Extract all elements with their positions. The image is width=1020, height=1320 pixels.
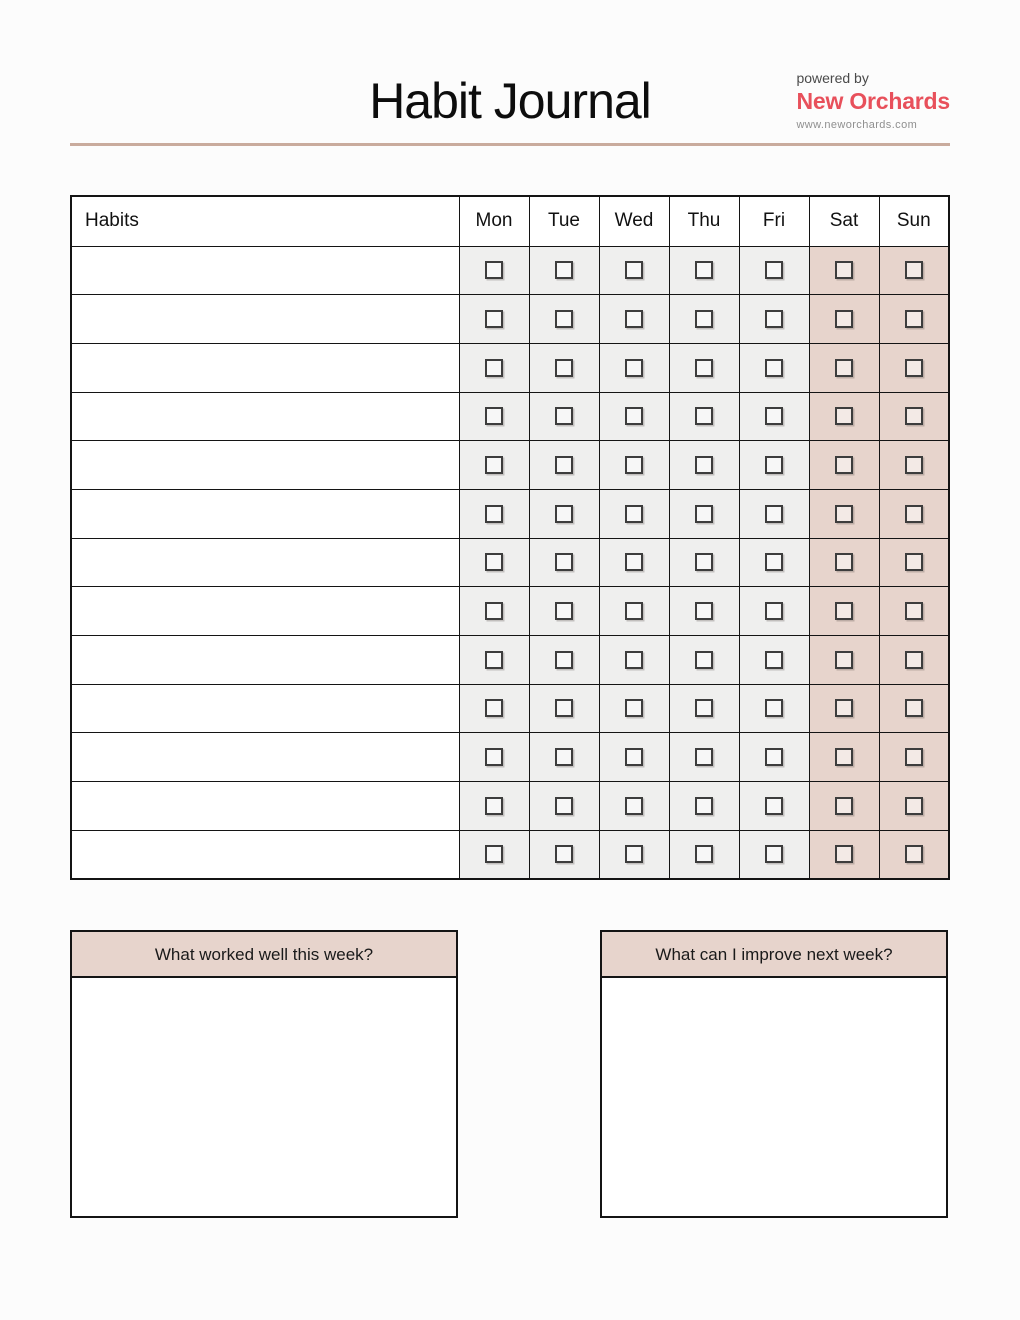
habit-checkbox[interactable] [765, 407, 783, 425]
habit-checkbox[interactable] [695, 261, 713, 279]
notes-worked-well-title: What worked well this week? [72, 932, 456, 978]
day-cell-sat [809, 538, 879, 587]
day-header-tue: Tue [529, 196, 599, 246]
day-cell-wed [599, 441, 669, 490]
habit-checkbox[interactable] [485, 651, 503, 669]
habit-row [71, 587, 949, 636]
habit-checkbox[interactable] [905, 797, 923, 815]
habit-checkbox[interactable] [695, 748, 713, 766]
habit-checkbox[interactable] [485, 359, 503, 377]
day-cell-sun [879, 246, 949, 295]
habit-name-cell [71, 830, 459, 879]
day-cell-mon [459, 733, 529, 782]
brand-block [796, 71, 950, 131]
habit-checkbox[interactable] [555, 505, 573, 523]
habit-checkbox[interactable] [485, 553, 503, 571]
habit-checkbox[interactable] [695, 553, 713, 571]
habit-row [71, 782, 949, 831]
day-cell-mon [459, 343, 529, 392]
habit-checkbox[interactable] [625, 456, 643, 474]
day-cell-tue [529, 295, 599, 344]
day-cell-tue [529, 587, 599, 636]
habit-checkbox[interactable] [835, 651, 853, 669]
habit-checkbox[interactable] [485, 797, 503, 815]
habits-column-header: Habits [71, 196, 459, 246]
habit-checkbox[interactable] [695, 407, 713, 425]
habit-name-cell [71, 489, 459, 538]
habit-checkbox[interactable] [555, 553, 573, 571]
habit-row [71, 733, 949, 782]
day-cell-sun [879, 636, 949, 685]
habit-row [71, 830, 949, 879]
habit-checkbox[interactable] [765, 310, 783, 328]
day-cell-mon [459, 538, 529, 587]
habit-table-body [71, 246, 949, 879]
day-cell-sun [879, 441, 949, 490]
day-cell-sat [809, 684, 879, 733]
day-cell-fri [739, 538, 809, 587]
day-cell-wed [599, 392, 669, 441]
habit-checkbox[interactable] [555, 699, 573, 717]
habit-checkbox[interactable] [555, 748, 573, 766]
day-cell-wed [599, 246, 669, 295]
habit-name-cell [71, 295, 459, 344]
habit-checkbox[interactable] [485, 407, 503, 425]
habit-checkbox[interactable] [695, 456, 713, 474]
habit-checkbox[interactable] [555, 407, 573, 425]
day-cell-fri [739, 587, 809, 636]
habit-checkbox[interactable] [765, 845, 783, 863]
day-cell-fri [739, 295, 809, 344]
habit-checkbox[interactable] [905, 699, 923, 717]
day-cell-fri [739, 441, 809, 490]
day-cell-wed [599, 733, 669, 782]
habit-checkbox[interactable] [765, 505, 783, 523]
brand-website: www.neworchards.com [796, 118, 918, 131]
habit-checkbox[interactable] [555, 602, 573, 620]
day-cell-fri [739, 830, 809, 879]
habit-checkbox[interactable] [765, 359, 783, 377]
notes-improve-title: What can I improve next week? [602, 932, 946, 978]
habit-checkbox[interactable] [765, 456, 783, 474]
day-cell-wed [599, 587, 669, 636]
habit-name-cell [71, 246, 459, 295]
day-cell-sun [879, 684, 949, 733]
day-cell-sun [879, 392, 949, 441]
habit-row [71, 441, 949, 490]
day-cell-fri [739, 246, 809, 295]
day-cell-tue [529, 684, 599, 733]
day-cell-tue [529, 343, 599, 392]
habit-checkbox[interactable] [695, 797, 713, 815]
day-cell-thu [669, 295, 739, 344]
day-cell-tue [529, 246, 599, 295]
day-cell-tue [529, 538, 599, 587]
day-cell-mon [459, 587, 529, 636]
day-header-sat: Sat [809, 196, 879, 246]
habit-row [71, 489, 949, 538]
habit-checkbox[interactable] [765, 553, 783, 571]
day-cell-mon [459, 830, 529, 879]
habit-checkbox[interactable] [485, 456, 503, 474]
notes-improve-body [602, 978, 946, 1216]
day-cell-sun [879, 295, 949, 344]
habit-checkbox[interactable] [625, 553, 643, 571]
habit-row [71, 392, 949, 441]
day-cell-thu [669, 782, 739, 831]
notes-worked-well-body [72, 978, 456, 1216]
day-cell-tue [529, 392, 599, 441]
day-cell-thu [669, 489, 739, 538]
day-cell-mon [459, 489, 529, 538]
habit-checkbox[interactable] [695, 359, 713, 377]
day-cell-thu [669, 392, 739, 441]
day-cell-sun [879, 587, 949, 636]
habit-checkbox[interactable] [765, 651, 783, 669]
habit-checkbox[interactable] [485, 261, 503, 279]
day-cell-fri [739, 343, 809, 392]
habit-checkbox[interactable] [835, 310, 853, 328]
page-title: Habit Journal [369, 73, 651, 129]
habit-checkbox[interactable] [625, 310, 643, 328]
habit-checkbox[interactable] [905, 456, 923, 474]
habit-checkbox[interactable] [905, 407, 923, 425]
day-cell-sat [809, 782, 879, 831]
habit-checkbox[interactable] [625, 699, 643, 717]
day-cell-sat [809, 392, 879, 441]
day-cell-wed [599, 684, 669, 733]
habit-checkbox[interactable] [695, 845, 713, 863]
day-cell-mon [459, 684, 529, 733]
habit-checkbox[interactable] [835, 797, 853, 815]
habit-checkbox[interactable] [625, 797, 643, 815]
day-header-mon: Mon [459, 196, 529, 246]
habit-name-cell [71, 733, 459, 782]
day-cell-thu [669, 830, 739, 879]
habit-checkbox[interactable] [555, 651, 573, 669]
day-cell-thu [669, 538, 739, 587]
habit-checkbox[interactable] [625, 359, 643, 377]
habit-checkbox[interactable] [905, 651, 923, 669]
day-cell-sun [879, 782, 949, 831]
habit-checkbox[interactable] [555, 845, 573, 863]
day-cell-thu [669, 343, 739, 392]
habit-row [71, 343, 949, 392]
day-cell-thu [669, 246, 739, 295]
day-cell-sat [809, 343, 879, 392]
notes-worked-well-box [70, 930, 458, 1218]
habit-checkbox[interactable] [625, 651, 643, 669]
habit-row [71, 684, 949, 733]
habit-checkbox[interactable] [835, 505, 853, 523]
day-cell-thu [669, 684, 739, 733]
day-cell-sun [879, 538, 949, 587]
day-cell-sat [809, 441, 879, 490]
habit-row [71, 538, 949, 587]
habit-checkbox[interactable] [835, 553, 853, 571]
habit-checkbox[interactable] [835, 845, 853, 863]
habit-checkbox[interactable] [625, 845, 643, 863]
day-cell-fri [739, 782, 809, 831]
habit-checkbox[interactable] [695, 699, 713, 717]
habit-checkbox[interactable] [765, 748, 783, 766]
day-cell-tue [529, 489, 599, 538]
habit-row [71, 295, 949, 344]
day-header-fri: Fri [739, 196, 809, 246]
day-cell-thu [669, 636, 739, 685]
habit-name-cell [71, 441, 459, 490]
day-cell-wed [599, 343, 669, 392]
habit-checkbox[interactable] [695, 651, 713, 669]
day-cell-tue [529, 636, 599, 685]
day-cell-mon [459, 782, 529, 831]
habit-checkbox[interactable] [905, 553, 923, 571]
habit-checkbox[interactable] [765, 602, 783, 620]
day-header-wed: Wed [599, 196, 669, 246]
habit-checkbox[interactable] [555, 797, 573, 815]
habit-checkbox[interactable] [485, 505, 503, 523]
day-cell-sat [809, 489, 879, 538]
habit-checkbox[interactable] [555, 359, 573, 377]
day-cell-wed [599, 538, 669, 587]
habit-checkbox[interactable] [555, 456, 573, 474]
day-cell-tue [529, 782, 599, 831]
day-cell-tue [529, 830, 599, 879]
day-cell-sat [809, 246, 879, 295]
habit-checkbox[interactable] [835, 699, 853, 717]
day-cell-fri [739, 489, 809, 538]
day-cell-thu [669, 733, 739, 782]
day-cell-sun [879, 830, 949, 879]
day-cell-sat [809, 295, 879, 344]
day-cell-sun [879, 733, 949, 782]
day-cell-sat [809, 830, 879, 879]
habit-name-cell [71, 343, 459, 392]
habit-checkbox[interactable] [835, 261, 853, 279]
day-cell-thu [669, 587, 739, 636]
day-cell-fri [739, 733, 809, 782]
habit-checkbox[interactable] [835, 456, 853, 474]
day-header-thu: Thu [669, 196, 739, 246]
habit-checkbox[interactable] [835, 748, 853, 766]
day-cell-mon [459, 246, 529, 295]
day-cell-fri [739, 684, 809, 733]
notes-improve-box [600, 930, 948, 1218]
powered-by-label: powered by [796, 70, 869, 86]
day-cell-sat [809, 587, 879, 636]
brand-name: New Orchards [796, 88, 950, 115]
habit-checkbox[interactable] [695, 310, 713, 328]
habit-checkbox[interactable] [625, 602, 643, 620]
day-cell-tue [529, 733, 599, 782]
habit-checkbox[interactable] [695, 602, 713, 620]
habit-checkbox[interactable] [765, 261, 783, 279]
day-cell-wed [599, 489, 669, 538]
habit-checkbox[interactable] [625, 407, 643, 425]
day-cell-tue [529, 441, 599, 490]
habit-checkbox[interactable] [905, 505, 923, 523]
habit-table [70, 195, 950, 880]
day-cell-wed [599, 830, 669, 879]
day-cell-mon [459, 636, 529, 685]
day-cell-wed [599, 636, 669, 685]
habit-checkbox[interactable] [905, 261, 923, 279]
habit-checkbox[interactable] [485, 748, 503, 766]
habit-checkbox[interactable] [905, 310, 923, 328]
day-cell-sun [879, 489, 949, 538]
day-cell-mon [459, 441, 529, 490]
day-cell-sat [809, 636, 879, 685]
habit-checkbox[interactable] [905, 602, 923, 620]
day-cell-mon [459, 295, 529, 344]
habit-checkbox[interactable] [485, 310, 503, 328]
habit-row [71, 636, 949, 685]
day-cell-wed [599, 295, 669, 344]
habit-checkbox[interactable] [835, 602, 853, 620]
day-cell-thu [669, 441, 739, 490]
day-cell-fri [739, 636, 809, 685]
habit-checkbox[interactable] [765, 797, 783, 815]
day-cell-sun [879, 343, 949, 392]
habit-name-cell [71, 538, 459, 587]
habit-checkbox[interactable] [905, 359, 923, 377]
habit-name-cell [71, 587, 459, 636]
day-cell-mon [459, 392, 529, 441]
day-cell-wed [599, 782, 669, 831]
habit-checkbox[interactable] [625, 261, 643, 279]
habit-checkbox[interactable] [625, 505, 643, 523]
habit-checkbox[interactable] [555, 310, 573, 328]
header-divider [70, 143, 950, 146]
habit-checkbox[interactable] [485, 602, 503, 620]
table-header-row [71, 196, 949, 246]
habit-checkbox[interactable] [555, 261, 573, 279]
day-header-sun: Sun [879, 196, 949, 246]
habit-checkbox[interactable] [485, 699, 503, 717]
day-cell-fri [739, 392, 809, 441]
habit-row [71, 246, 949, 295]
day-cell-sat [809, 733, 879, 782]
habit-name-cell [71, 782, 459, 831]
habit-name-cell [71, 392, 459, 441]
habit-checkbox[interactable] [625, 748, 643, 766]
habit-checkbox[interactable] [835, 359, 853, 377]
habit-name-cell [71, 684, 459, 733]
habit-checkbox[interactable] [695, 505, 713, 523]
habit-checkbox[interactable] [835, 407, 853, 425]
habit-checkbox[interactable] [765, 699, 783, 717]
habit-checkbox[interactable] [905, 845, 923, 863]
habit-checkbox[interactable] [905, 748, 923, 766]
habit-checkbox[interactable] [485, 845, 503, 863]
habit-name-cell [71, 636, 459, 685]
